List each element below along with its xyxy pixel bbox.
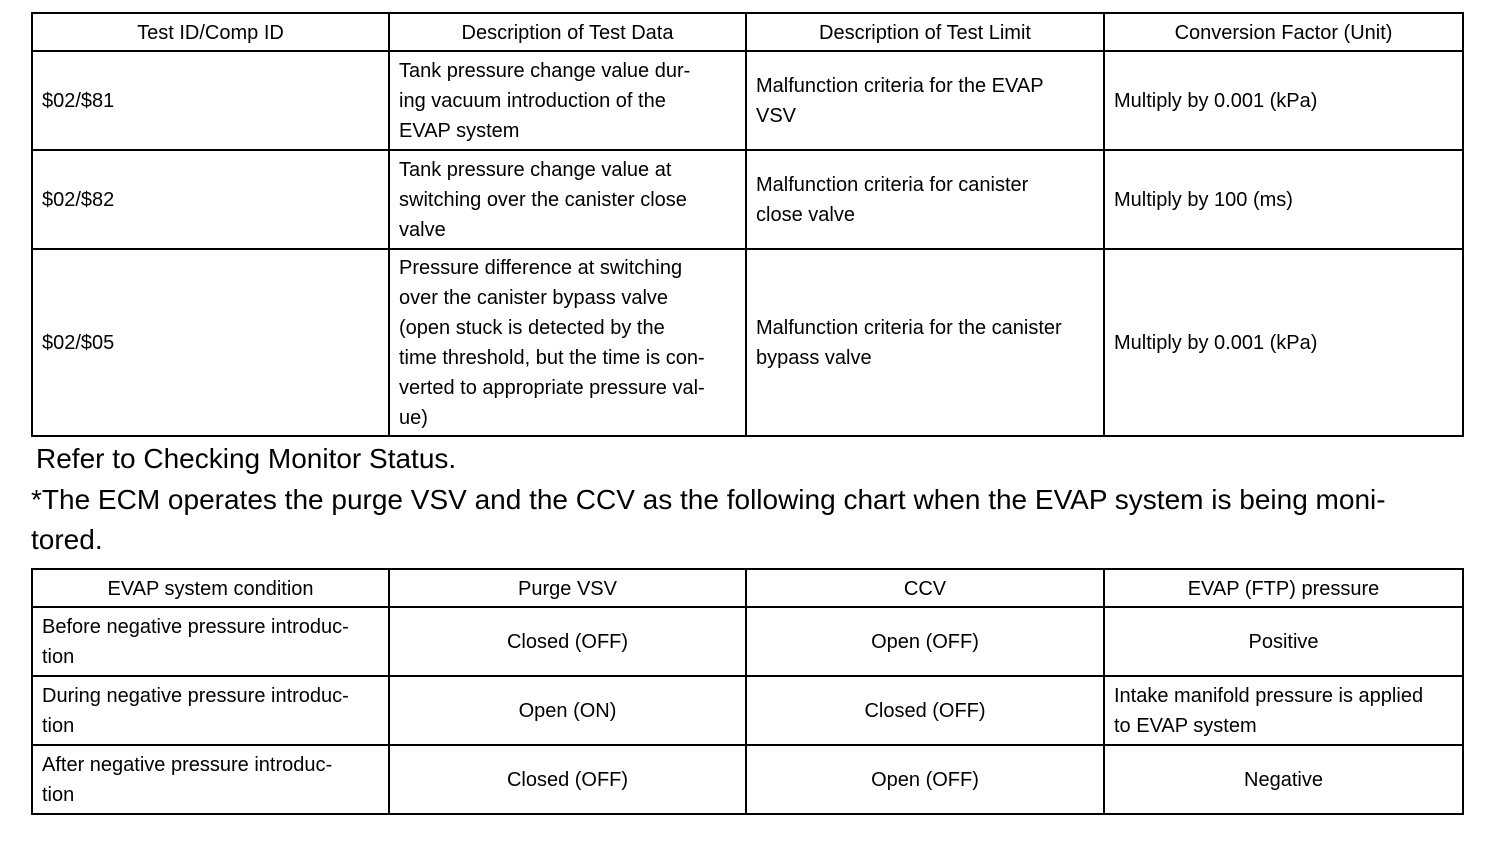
evap-conditions-table: [31, 568, 1464, 815]
table-row: [32, 745, 1463, 814]
test-id-cell: $02/$82: [32, 150, 389, 249]
monitor-results-table: [31, 12, 1464, 437]
column-header-conversion-factor: Conversion Factor (Unit): [1104, 13, 1463, 51]
test-id-cell: $02/$81: [32, 51, 389, 150]
table-row: [32, 607, 1463, 676]
condition-cell: During negative pressure introduc- tion: [32, 676, 389, 745]
purge-vsv-cell: Open (ON): [389, 676, 746, 745]
column-header-test-limit: Description of Test Limit: [746, 13, 1104, 51]
column-header-test-data: Description of Test Data: [389, 13, 746, 51]
column-header-evap-pressure: EVAP (FTP) pressure: [1104, 569, 1463, 607]
table-row: [32, 150, 1463, 249]
condition-cell: After negative pressure introduc- tion: [32, 745, 389, 814]
conversion-cell: Multiply by 100 (ms): [1104, 150, 1463, 249]
table-row: [32, 676, 1463, 745]
refer-note: Refer to Checking Monitor Status.: [36, 443, 457, 474]
test-limit-cell: Malfunction criteria for the canister bypass valve: [746, 249, 1104, 436]
ccv-cell: Open (OFF): [746, 745, 1104, 814]
purge-vsv-cell: Closed (OFF): [389, 745, 746, 814]
table-header-row: [32, 569, 1463, 607]
condition-cell: Before negative pressure introduc- tion: [32, 607, 389, 676]
table-row: [32, 249, 1463, 436]
ccv-cell: Closed (OFF): [746, 676, 1104, 745]
table-row: [32, 51, 1463, 150]
chart-intro-note: *The ECM operates the purge VSV and the CCV as the following chart when the EVAP system is being moni- tored.: [31, 484, 1386, 555]
pressure-cell: Negative: [1104, 745, 1463, 814]
conversion-cell: Multiply by 0.001 (kPa): [1104, 249, 1463, 436]
test-limit-cell: Malfunction criteria for the EVAP VSV: [746, 51, 1104, 150]
test-data-cell: Tank pressure change value dur- ing vacuum introduction of the EVAP system: [389, 51, 746, 150]
test-id-cell: $02/$05: [32, 249, 389, 436]
purge-vsv-cell: Closed (OFF): [389, 607, 746, 676]
pressure-cell: Positive: [1104, 607, 1463, 676]
conversion-cell: Multiply by 0.001 (kPa): [1104, 51, 1463, 150]
column-header-ccv: CCV: [746, 569, 1104, 607]
column-header-test-id: Test ID/Comp ID: [32, 13, 389, 51]
table-header-row: [32, 13, 1463, 51]
test-data-cell: Tank pressure change value at switching over the canister close valve: [389, 150, 746, 249]
pressure-cell: Intake manifold pressure is applied to EVAP system: [1104, 676, 1463, 745]
column-header-condition: EVAP system condition: [32, 569, 389, 607]
test-limit-cell: Malfunction criteria for canister close valve: [746, 150, 1104, 249]
column-header-purge-vsv: Purge VSV: [389, 569, 746, 607]
test-data-cell: Pressure difference at switching over the canister bypass valve (open stuck is detected by the time threshold, but the time is con- verted to appropriate pressure val- ue): [389, 249, 746, 436]
ccv-cell: Open (OFF): [746, 607, 1104, 676]
